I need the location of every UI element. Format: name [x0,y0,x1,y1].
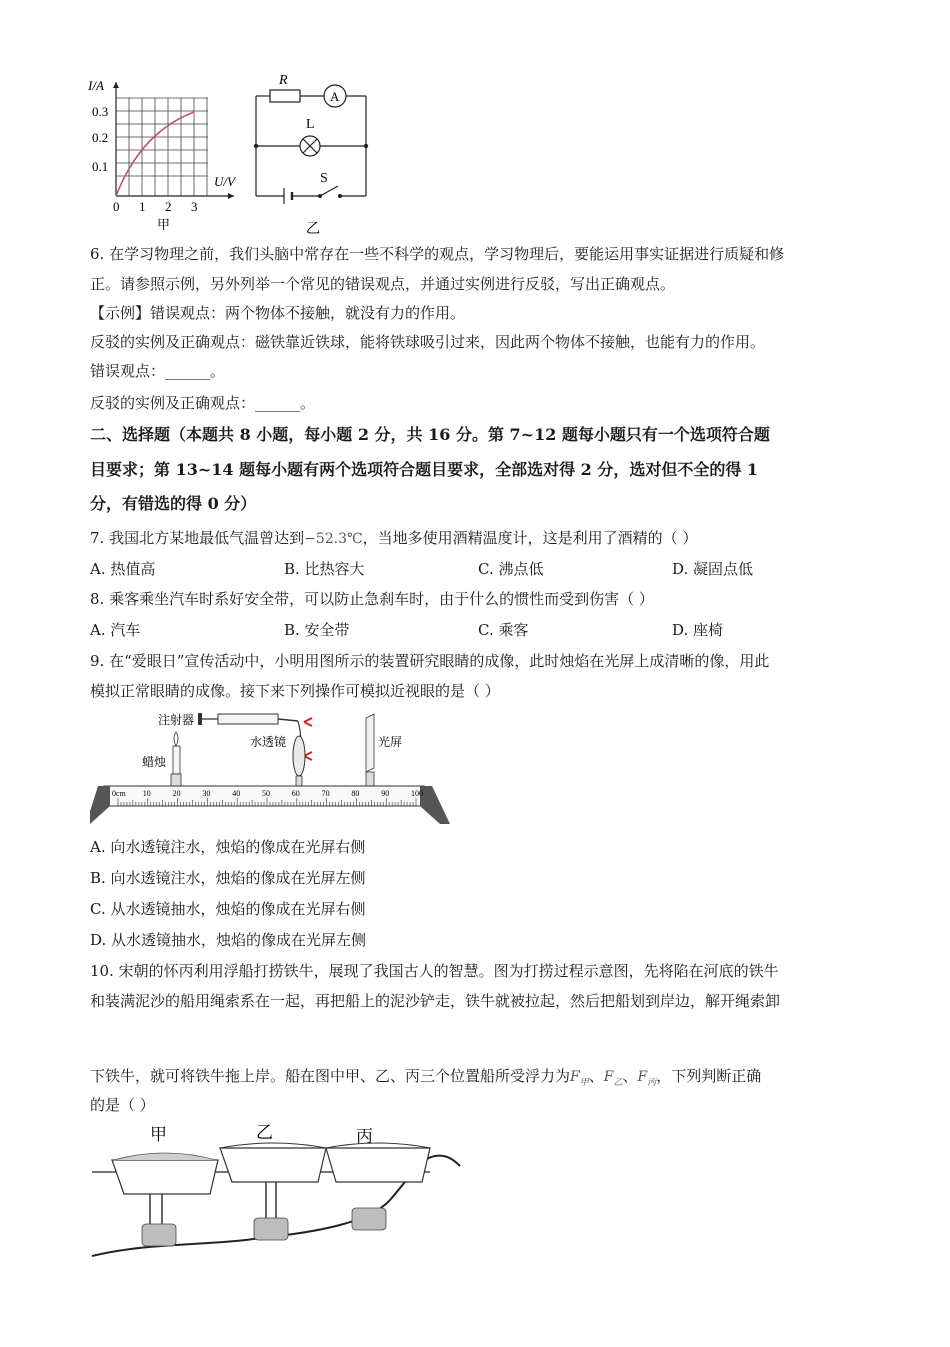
q9-stem: 9. 在“爱眼日”宣传活动中，小明用图所示的装置研究眼睛的成像，此时烛焰在光屏上成清晰的像，用此 [90,652,770,670]
force-yi: $F_乙$ [603,1069,623,1088]
lens-label: 水透镜 [250,735,287,749]
q8-stem: 8. 乘客乘坐汽车时系好安全带，可以防止急刹车时，由于什么的惯性而受到伤害（ ） [90,590,654,608]
section-heading: 目要求；第 13~14 题每小题有两个选项符合题目要求，全部选对得 2 分，选对但不全的得 1 [90,460,759,479]
candle-label: 蜡烛 [142,755,167,769]
q8-option-b[interactable]: B. 安全带 [284,621,350,639]
figure-caption: 甲 [157,217,171,232]
q7-stem-b: ，当地多使用酒精温度计，这是利用了酒精的（ ） [362,529,698,547]
x-tick: 3 [191,199,198,214]
ruler-label: 20 [172,789,181,798]
y-tick: 0.1 [92,159,109,174]
separator: 、 [622,1067,638,1085]
boat-label-jia: 甲 [150,1125,167,1144]
q8-option-a[interactable]: A. 汽车 [90,621,141,639]
force-jia: $F_甲$ [570,1069,589,1088]
x-tick: 0 [113,199,120,214]
figure-caption: 乙 [306,222,320,237]
ruler-label: 100 [411,789,423,798]
section-heading: 二、选择题（本题共 8 小题，每小题 2 分，共 16 分。第 7~12 题每小题只有一个选项符合题 [90,425,770,444]
q6-line: 6. 在学习物理之前，我们头脑中常存在一些不科学的观点，学习物理后，要能运用事实证据进行质疑和修 [90,245,785,263]
q6-line: 正。请参照示例，另外列举一个常见的错误观点，并通过实例进行反驳，写出正确观点。 [90,275,676,293]
ruler-label: 80 [351,789,360,798]
q10-stem [90,1066,761,1093]
q9-option-b[interactable]: B. 向水透镜注水，烛焰的像成在光屏左侧 [90,869,366,887]
syringe-label: 注射器 [158,713,195,727]
y-tick: 0.3 [92,104,109,119]
boat-label-yi: 乙 [256,1123,273,1142]
lamp-label: L [306,117,315,132]
y-tick: 0.2 [92,130,109,145]
ruler-label: 60 [291,789,300,798]
q7-option-d[interactable]: D. 凝固点低 [672,560,754,578]
ruler-label: 30 [202,789,211,798]
q7-stem-a: 7. 我国北方某地最低气温曾达到 [90,529,305,547]
q7-option-a[interactable]: A. 热值高 [90,560,156,578]
q9-option-a[interactable]: A. 向水透镜注水，烛焰的像成在光屏右侧 [90,838,366,856]
q9-stem: 模拟正常眼睛的成像。接下来下列操作可模拟近视眼的是（ ） [90,682,500,700]
q9-option-c[interactable]: C. 从水透镜抽水，烛焰的像成在光屏右侧 [90,900,366,918]
q8-option-c[interactable]: C. 乘客 [478,621,529,639]
ruler-label: 50 [262,789,270,798]
q7-stem [90,528,697,549]
screen-label: 光屏 [378,735,403,749]
iu-graph-figure [86,72,246,232]
q6-example: 【示例】错误观点：两个物体不接触，就没有力的作用。 [90,304,466,322]
ammeter-label: A [330,89,340,104]
q6-blank-wrong-view: 错误观点：______。 [90,362,226,380]
q6-blank-rebuttal: 反驳的实例及正确观点：______。 [90,394,316,412]
boat-label-bing: 丙 [356,1127,373,1146]
ruler-label: 70 [321,789,330,798]
x-tick: 1 [139,199,146,214]
ruler-label: 0cm [112,789,126,798]
q8-option-d[interactable]: D. 座椅 [672,621,724,639]
x-tick: 2 [165,199,172,214]
y-axis-label: I/A [88,78,104,93]
ruler-label: 40 [232,789,241,798]
switch-label: S [320,171,328,186]
q10-stem-a: 下铁牛，就可将铁牛拖上岸。船在图中甲、乙、丙三个位置船所受浮力为 [90,1067,571,1085]
circuit-figure [250,68,375,240]
force-bing: $F_丙$ [637,1069,657,1088]
optical-bench-figure [90,706,450,828]
q10-stem-b: ，下列判断正确 [656,1067,762,1085]
section-heading: 分，有错选的得 0 分） [90,494,257,513]
separator: 、 [588,1067,604,1085]
q7-option-b[interactable]: B. 比热容大 [284,560,365,578]
q10-stem: 和装满泥沙的船用绳索系在一起，再把船上的泥沙铲走，铁牛就被拉起，然后把船划到岸边，解开绳索卸 [90,992,781,1010]
x-axis-label: U/V [214,174,235,189]
q6-line: 反驳的实例及正确观点：磁铁靠近铁球，能将铁球吸引过来，因此两个物体不接触，也能有力的作用。 [90,333,766,351]
q10-stem: 10. 宋朝的怀丙利用浮船打捞铁牛，展现了我国古人的智慧。图为打捞过程示意图，先将陷在河底的铁牛 [90,962,779,980]
boat-salvage-figure [90,1120,465,1260]
q7-temperature: −52.3℃ [304,531,363,547]
ruler-label: 90 [381,789,390,798]
resistor-label: R [279,73,288,88]
ruler-label: 10 [142,789,151,798]
q9-option-d[interactable]: D. 从水透镜抽水，烛焰的像成在光屏左侧 [90,931,367,949]
q7-option-c[interactable]: C. 沸点低 [478,560,544,578]
q10-stem: 的是（ ） [90,1096,155,1114]
